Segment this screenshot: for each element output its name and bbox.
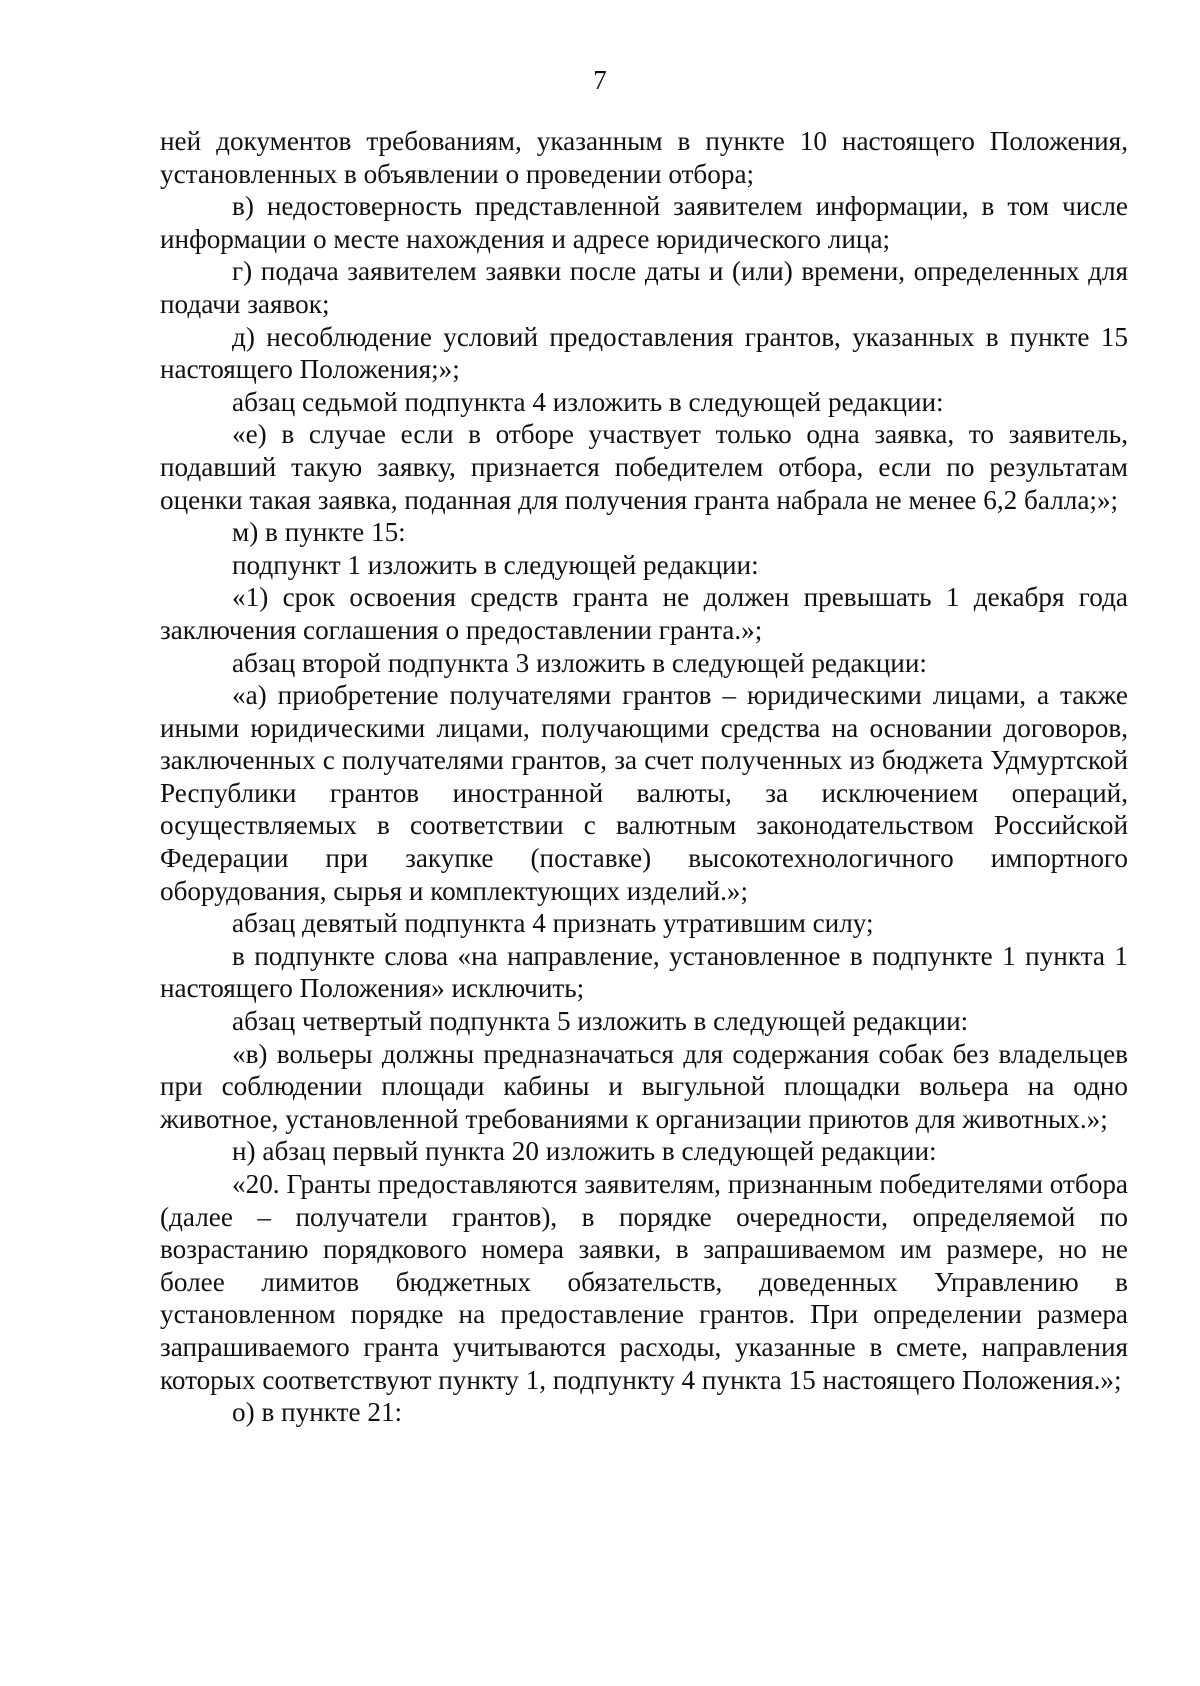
paragraph-item-v: в) недостоверность представленной заявителем информации, в том числе информации о месте нахождения и адресе юридического лица;: [160, 191, 1128, 254]
paragraph-continuation: ней документов требованиям, указанным в пункте 10 настоящего Положения, установленных в объявлении о проведении отбора;: [160, 126, 1128, 189]
paragraph-amendment-instruction: абзац седьмой подпункта 4 изложить в следующей редакции:: [232, 386, 944, 417]
paragraph-item-m: м) в пункте 15:: [232, 517, 406, 548]
page-number: 7: [593, 65, 607, 95]
paragraph-amendment-instruction: подпункт 1 изложить в следующей редакции:: [232, 549, 759, 580]
document-body: [160, 125, 1128, 1429]
paragraph-item-g: г) подача заявителем заявки после даты и (или) времени, определенных для подачи заявок;: [160, 256, 1128, 319]
paragraph-item-d: д) несоблюдение условий предоставления грантов, указанных в пункте 15 настоящего Положения;»;: [160, 321, 1128, 385]
paragraph-subitem-a: «а) приобретение получателями грантов – юридическими лицами, а также иными юридическими лицами, получающими средства на основании договоров, заключенных с получателями грантов, за счет полученных из бюджета Удмуртской Республики грантов иностранной валюты, за исключением операций, осуществляемых в соответствии с валютным законодательством Российской Федерации при закупке (поставке) высокотехнологичного импортного оборудования, сырья и комплектующих изделий.»;: [160, 680, 1128, 906]
paragraph-item-e: «е) в случае если в отборе участвует только одна заявка, то заявитель, подавший такую заявку, признается победителем отбора, если по результатам оценки такая заявка, поданная для получения гранта набрала не менее 6,2 балла;»;: [160, 419, 1128, 515]
paragraph-amendment-instruction: абзац четвертый подпункта 5 изложить в следующей редакции:: [232, 1006, 969, 1037]
paragraph-amendment-instruction: абзац второй подпункта 3 изложить в следующей редакции:: [232, 647, 927, 678]
paragraph-item-n: н) абзац первый пункта 20 изложить в следующей редакции:: [232, 1136, 937, 1167]
paragraph-amendment-instruction: в подпункте слова «на направление, установленное в подпункте 1 пункта 1 настоящего Положения» исключить;: [160, 940, 1128, 1004]
paragraph-subitem-v: «в) вольеры должны предназначаться для содержания собак без владельцев при соблюдении площади кабины и выгульной площадки вольера на одно животное, установленной требованиями к организации приютов для животных.»;: [160, 1038, 1128, 1134]
paragraph-item-o: о) в пункте 21:: [232, 1397, 403, 1428]
paragraph-point-20: «20. Гранты предоставляются заявителям, признанным победителями отбора (далее – получатели грантов), в порядке очередности, определяемой по возрастанию порядкового номера заявки, в запрашиваемом им размере, но не более лимитов бюджетных обязательств, доведенных Управлению в установленном порядке на предоставление грантов. При определении размера запрашиваемого гранта учитываются расходы, указанные в смете, направления которых соответствуют пункту 1, подпункту 4 пункта 15 настоящего Положения.»;: [160, 1169, 1128, 1395]
paragraph-amendment-instruction: абзац девятый подпункта 4 признать утратившим силу;: [232, 908, 874, 939]
paragraph-subitem-1: «1) срок освоения средств гранта не должен превышать 1 декабря года заключения соглашения о предоставлении гранта.»;: [160, 582, 1128, 645]
